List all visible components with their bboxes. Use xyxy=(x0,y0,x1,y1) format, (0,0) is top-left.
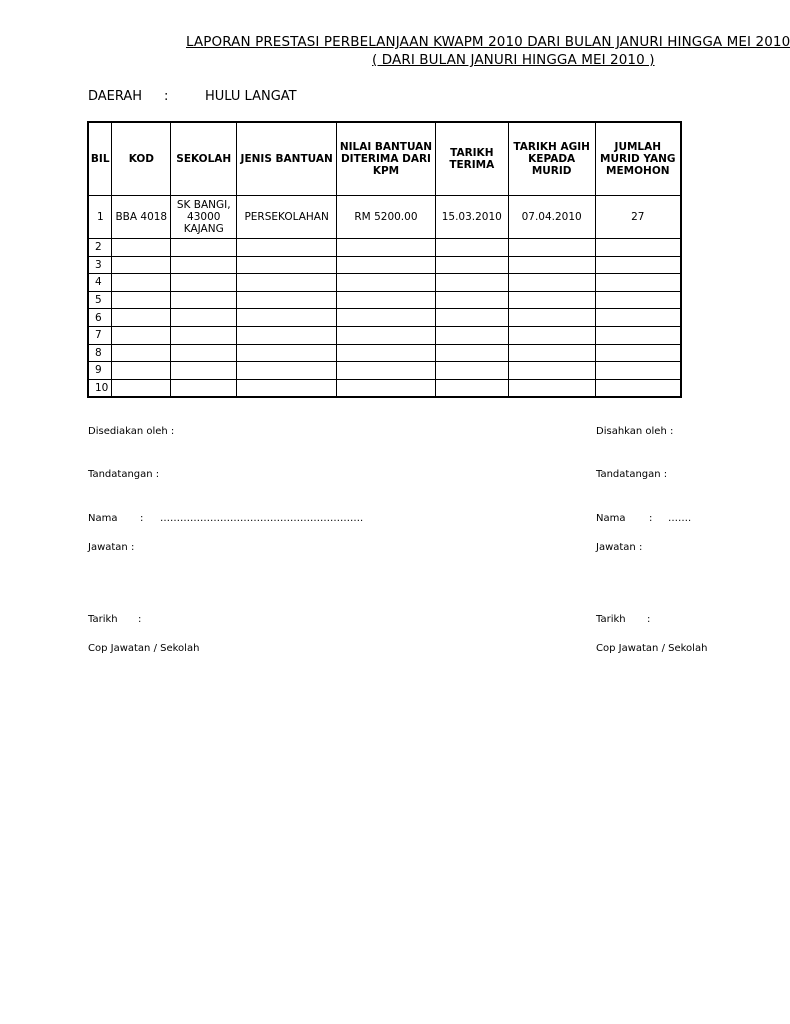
nama-right-label: Nama xyxy=(596,513,626,524)
cell-sekolah xyxy=(171,326,237,344)
table-row xyxy=(88,196,681,239)
cell-kod xyxy=(112,256,171,274)
cell-jenis-bantuan xyxy=(237,256,337,274)
cell-kod xyxy=(112,362,171,380)
report-title: LAPORAN PRESTASI PERBELANJAAN KWAPM 2010 DARI BULAN JANURI HINGGA MEI 2010 xyxy=(186,34,790,50)
cell-tarikh-terima xyxy=(435,239,508,257)
cell-jenis-bantuan xyxy=(237,274,337,292)
cell-nilai-bantuan xyxy=(337,291,436,309)
cell-bil: 10 xyxy=(88,379,112,397)
nama-right-colon: : xyxy=(649,513,653,524)
cell-jumlah-murid xyxy=(595,379,681,397)
report-subtitle: ( DARI BULAN JANURI HINGGA MEI 2010 ) xyxy=(372,52,655,68)
cell-jumlah-murid xyxy=(595,309,681,327)
cell-sekolah xyxy=(171,344,237,362)
cell-jenis-bantuan xyxy=(237,291,337,309)
cell-tarikh-terima xyxy=(435,379,508,397)
cell-bil: 3 xyxy=(88,256,112,274)
cell-jenis-bantuan xyxy=(237,309,337,327)
cell-nilai-bantuan xyxy=(337,309,436,327)
cell-tarikh-terima: 15.03.2010 xyxy=(435,196,508,239)
cell-tarikh-agih xyxy=(508,326,595,344)
cell-kod xyxy=(112,379,171,397)
cop-right-label: Cop Jawatan / Sekolah xyxy=(596,643,708,654)
table-row xyxy=(88,344,681,362)
tarikh-right-label: Tarikh xyxy=(596,614,626,625)
table-row xyxy=(88,239,681,257)
daerah-value: HULU LANGAT xyxy=(205,89,297,104)
cell-bil: 1 xyxy=(88,196,112,239)
cell-kod: BBA 4018 xyxy=(112,196,171,239)
cell-bil: 5 xyxy=(88,291,112,309)
cell-kod xyxy=(112,274,171,292)
cell-tarikh-terima xyxy=(435,344,508,362)
table-header-row xyxy=(88,122,681,196)
table-row xyxy=(88,256,681,274)
disediakan-oleh-label: Disediakan oleh : xyxy=(88,426,175,437)
cell-sekolah xyxy=(171,309,237,327)
cell-jenis-bantuan xyxy=(237,344,337,362)
nama-left-colon: : xyxy=(140,513,144,524)
cell-tarikh-agih xyxy=(508,344,595,362)
cell-sekolah xyxy=(171,291,237,309)
nama-left-dots: ……………………………………………………. xyxy=(160,513,364,524)
nama-left-label: Nama xyxy=(88,513,118,524)
header-nilai-bantuan: NILAI BANTUAN DITERIMA DARI KPM xyxy=(337,122,436,196)
cell-tarikh-agih: 07.04.2010 xyxy=(508,196,595,239)
cell-sekolah xyxy=(171,379,237,397)
tandatangan-left-label: Tandatangan : xyxy=(88,469,160,480)
cell-tarikh-agih xyxy=(508,239,595,257)
cell-jumlah-murid xyxy=(595,362,681,380)
cell-kod xyxy=(112,291,171,309)
cell-tarikh-agih xyxy=(508,379,595,397)
cell-sekolah xyxy=(171,362,237,380)
cell-sekolah: SK BANGI, 43000 KAJANG xyxy=(171,196,237,239)
cell-sekolah xyxy=(171,274,237,292)
cell-kod xyxy=(112,239,171,257)
cell-bil: 9 xyxy=(88,362,112,380)
cell-jumlah-murid: 27 xyxy=(595,196,681,239)
cell-bil: 6 xyxy=(88,309,112,327)
table-row xyxy=(88,291,681,309)
tarikh-left-label: Tarikh xyxy=(88,614,118,625)
header-jenis-bantuan: JENIS BANTUAN xyxy=(237,122,337,196)
header-jumlah-murid: JUMLAH MURID YANG MEMOHON xyxy=(595,122,681,196)
table-row xyxy=(88,274,681,292)
cell-tarikh-terima xyxy=(435,309,508,327)
tarikh-left-colon: : xyxy=(138,614,142,625)
daerah-colon: : xyxy=(164,89,169,104)
cell-tarikh-terima xyxy=(435,326,508,344)
cop-left-label: Cop Jawatan / Sekolah xyxy=(88,643,200,654)
cell-jenis-bantuan xyxy=(237,379,337,397)
cell-jumlah-murid xyxy=(595,291,681,309)
header-bil: BIL xyxy=(88,122,112,196)
cell-nilai-bantuan xyxy=(337,379,436,397)
cell-kod xyxy=(112,326,171,344)
cell-bil: 4 xyxy=(88,274,112,292)
header-sekolah: SEKOLAH xyxy=(171,122,237,196)
cell-jenis-bantuan xyxy=(237,362,337,380)
table-row xyxy=(88,362,681,380)
cell-tarikh-agih xyxy=(508,291,595,309)
cell-nilai-bantuan xyxy=(337,344,436,362)
cell-jumlah-murid xyxy=(595,274,681,292)
header-tarikh-terima: TARIKH TERIMA xyxy=(435,122,508,196)
tandatangan-right-label: Tandatangan : xyxy=(596,469,668,480)
cell-tarikh-agih xyxy=(508,362,595,380)
cell-kod xyxy=(112,309,171,327)
header-tarikh-agih: TARIKH AGIH KEPADA MURID xyxy=(508,122,595,196)
cell-tarikh-agih xyxy=(508,274,595,292)
daerah-label: DAERAH xyxy=(88,89,143,104)
cell-jumlah-murid xyxy=(595,344,681,362)
table-row xyxy=(88,379,681,397)
cell-kod xyxy=(112,344,171,362)
cell-sekolah xyxy=(171,239,237,257)
cell-nilai-bantuan xyxy=(337,239,436,257)
cell-bil: 8 xyxy=(88,344,112,362)
cell-tarikh-terima xyxy=(435,362,508,380)
cell-bil: 7 xyxy=(88,326,112,344)
cell-nilai-bantuan xyxy=(337,362,436,380)
jawatan-left-label: Jawatan : xyxy=(88,542,135,553)
cell-nilai-bantuan xyxy=(337,326,436,344)
cell-jumlah-murid xyxy=(595,239,681,257)
cell-nilai-bantuan xyxy=(337,256,436,274)
cell-jenis-bantuan xyxy=(237,239,337,257)
cell-tarikh-terima xyxy=(435,274,508,292)
cell-jenis-bantuan: PERSEKOLAHAN xyxy=(237,196,337,239)
header-kod: KOD xyxy=(112,122,171,196)
cell-sekolah xyxy=(171,256,237,274)
cell-tarikh-terima xyxy=(435,291,508,309)
cell-nilai-bantuan xyxy=(337,274,436,292)
cell-nilai-bantuan: RM 5200.00 xyxy=(337,196,436,239)
cell-tarikh-agih xyxy=(508,309,595,327)
cell-jenis-bantuan xyxy=(237,326,337,344)
table-row xyxy=(88,309,681,327)
tarikh-right-colon: : xyxy=(647,614,651,625)
report-table xyxy=(87,121,682,398)
cell-tarikh-agih xyxy=(508,256,595,274)
cell-bil: 2 xyxy=(88,239,112,257)
nama-right-dots: ……. xyxy=(668,513,692,524)
disahkan-oleh-label: Disahkan oleh : xyxy=(596,426,674,437)
cell-tarikh-terima xyxy=(435,256,508,274)
jawatan-right-label: Jawatan : xyxy=(596,542,643,553)
table-row xyxy=(88,326,681,344)
cell-jumlah-murid xyxy=(595,256,681,274)
cell-jumlah-murid xyxy=(595,326,681,344)
